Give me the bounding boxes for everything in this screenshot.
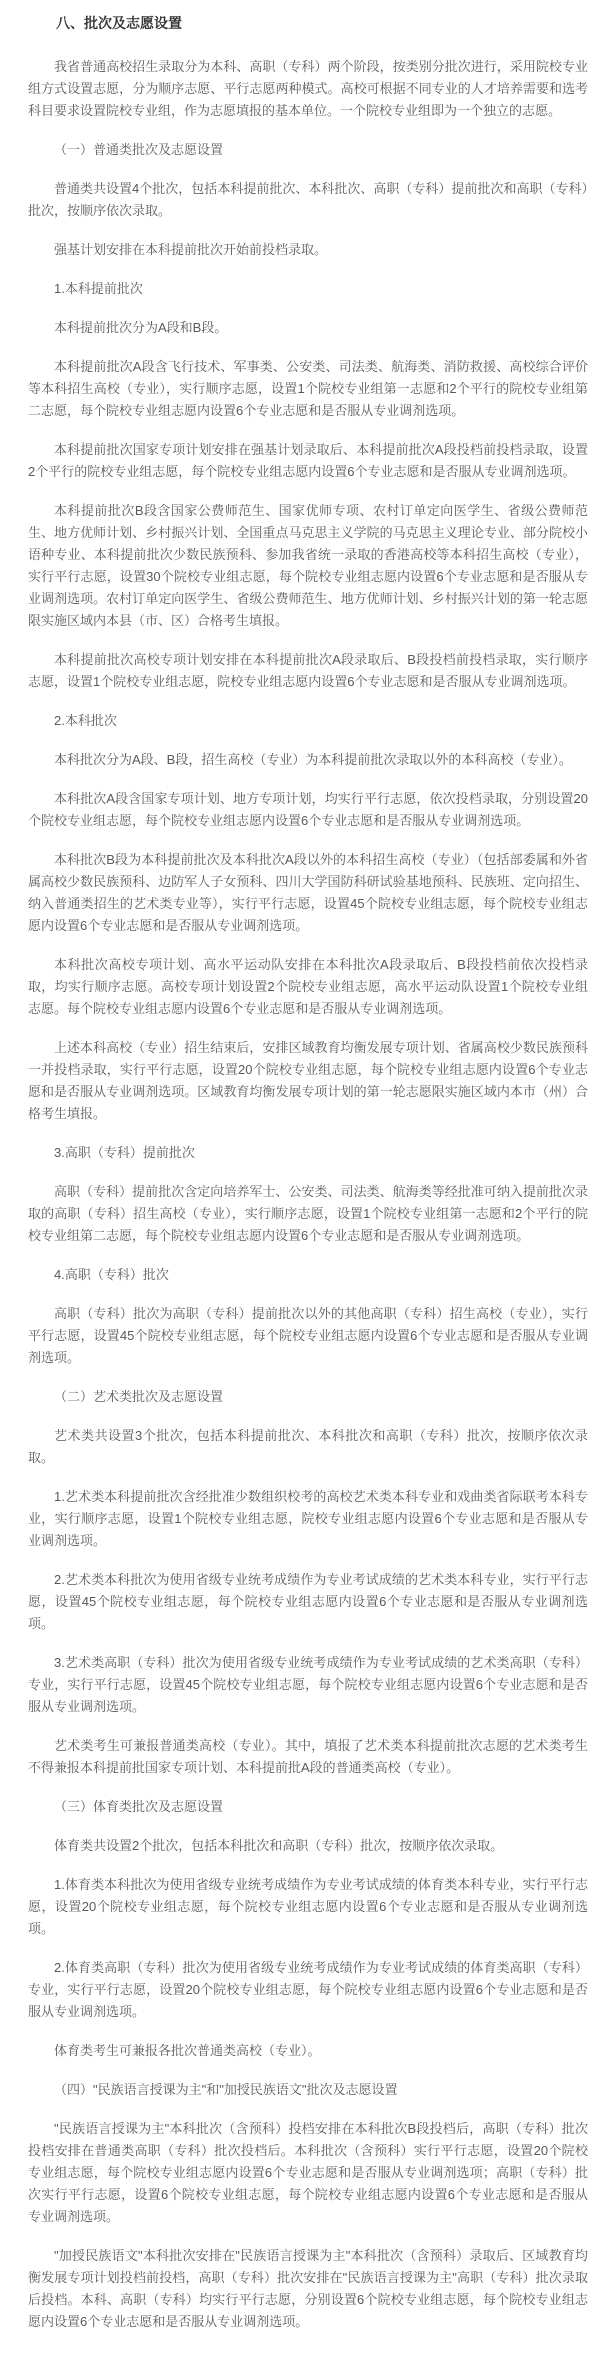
paragraph: 本科提前批次高校专项计划安排在本科提前批次A段录取后、B段投档前投档录取，实行顺序志愿，设置1个院校专业组志愿，院校专业组志愿内设置6个专业志愿和是否服从专业调剂选项。: [28, 652, 588, 689]
paragraph: 上述本科高校（专业）招生结束后，安排区域教育均衡发展专项计划、省属高校少数民族预科一并投档录取，实行平行志愿，设置20个院校专业组志愿，每个院校专业组志愿内设置6个专业志愿和是否服从专业调剂选项。区域教育均衡发展专项计划的第一轮志愿限实施区域内本市（州）合格考生填报。: [28, 1040, 588, 1121]
paragraph: 强基计划安排在本科提前批次开始前投档录取。: [54, 242, 328, 257]
paragraph: 1.体育类本科批次为使用省级专业统考成绩作为专业考试成绩的体育类本科专业，实行平行志愿，设置20个院校专业组志愿，每个院校专业组志愿内设置6个专业志愿和是否服从专业调剂选项。: [28, 1877, 588, 1936]
paragraph: "民族语言授课为主"本科批次（含预科）投档安排在本科批次B段投档后，高职（专科）批次投档安排在普通类高职（专科）批次投档后。本科批次（含预科）实行平行志愿，设置20个院校专业组志愿，每个院校专业组志愿内设置6个专业志愿和是否服从专业调剂选项；高职（专科）批次实行平行志愿，设置6个院校专业组志愿，每个院校专业组志愿内设置6个专业志愿和是否服从专业调剂选项。: [28, 2121, 588, 2224]
paragraph: 2.艺术类本科批次为使用省级专业统考成绩作为专业考试成绩的艺术类本科专业，实行平行志愿，设置45个院校专业组志愿，每个院校专业组志愿内设置6个专业志愿和是否服从专业调剂选项。: [28, 1572, 588, 1631]
paragraph: 艺术类考生可兼报普通类高校（专业）。其中，填报了艺术类本科提前批次志愿的艺术类考生不得兼报本科提前批国家专项计划、本科提前批A段的普通类高校（专业）。: [28, 1738, 588, 1775]
paragraph: 1.艺术类本科提前批次含经批准少数组织校考的高校艺术类本科专业和戏曲类省际联考本科专业，实行顺序志愿，设置1个院校专业组志愿，院校专业组志愿内设置6个专业志愿和是否服从专业调剂选项。: [28, 1489, 588, 1548]
paragraph: 本科提前批次B段含国家公费师范生、国家优师专项、农村订单定向医学生、省级公费师范生、地方优师计划、乡村振兴计划、全国重点马克思主义学院的马克思主义理论专业、部分院校小语种专业、本科提前批次少数民族预科、参加我省统一录取的香港高校等本科招生高校（专业），实行平行志愿，设置30个院校专业组志愿，每个院校专业组志愿内设置6个专业志愿和是否服从专业调剂选项。农村订单定向医学生、省级公费师范生、地方优师计划、乡村振兴计划的第一轮志愿限实施区域内本县（市、区）合格考生填报。: [28, 503, 588, 628]
section-heading: （四）"民族语言授课为主"和"加授民族语文"批次及志愿设置: [54, 2082, 398, 2097]
paragraph: 高职（专科）批次为高职（专科）提前批次以外的其他高职（专科）招生高校（专业），实行平行志愿，设置45个院校专业组志愿，每个院校专业组志愿内设置6个专业志愿和是否服从专业调剂选项。: [28, 1306, 588, 1365]
paragraph: 体育类共设置2个批次，包括本科批次和高职（专科）批次，按顺序依次录取。: [54, 1838, 504, 1853]
section-heading: （三）体育类批次及志愿设置: [54, 1799, 224, 1814]
paragraph: 本科提前批次A段含飞行技术、军事类、公安类、司法类、航海类、消防救援、高校综合评价等本科招生高校（专业），实行顺序志愿，设置1个院校专业组第一志愿和2个平行的院校专业组第二志愿，每个院校专业组志愿内设置6个专业志愿和是否服从专业调剂选项。: [28, 359, 588, 418]
paragraph: 2.本科批次: [54, 713, 117, 728]
paragraph: 普通类共设置4个批次，包括本科提前批次、本科批次、高职（专科）提前批次和高职（专科）批次，按顺序依次录取。: [28, 181, 588, 218]
paragraph: 本科提前批次分为A段和B段。: [54, 320, 228, 335]
paragraph: 体育类考生可兼报各批次普通类高校（专业）。: [54, 2043, 321, 2058]
paragraph: 本科批次高校专项计划、高水平运动队安排在本科批次A段录取后、B段投档前依次投档录取，均实行顺序志愿。高校专项计划设置2个院校专业组志愿，高水平运动队设置1个院校专业组志愿。每个院校专业组志愿内设置6个专业志愿和是否服从专业调剂选项。: [28, 957, 588, 1016]
paragraph: 艺术类共设置3个批次，包括本科提前批次、本科批次和高职（专科）批次，按顺序依次录取。: [28, 1428, 588, 1465]
paragraph: "加授民族语文"本科批次安排在"民族语言授课为主"本科批次（含预科）录取后、区域教育均衡发展专项计划投档前投档，高职（专科）批次安排在"民族语言授课为主"高职（专科）批次录取后投档。本科、高职（专科）均实行平行志愿，分别设置6个院校专业组志愿，每个院校专业组志愿内设置6个专业志愿和是否服从专业调剂选项。: [28, 2248, 588, 2329]
paragraph: 3.高职（专科）提前批次: [54, 1145, 195, 1160]
paragraph: 高职（专科）提前批次含定向培养军士、公安类、司法类、航海类等经批准可纳入提前批次录取的高职（专科）招生高校（专业），实行顺序志愿，设置1个院校专业组第一志愿和2个平行的院校专业组第二志愿，每个院校专业组志愿内设置6个专业志愿和是否服从专业调剂选项。: [28, 1184, 588, 1243]
paragraph: 4.高职（专科）批次: [54, 1267, 169, 1282]
paragraph: 3.艺术类高职（专科）批次为使用省级专业统考成绩作为专业考试成绩的艺术类高职（专科）专业，实行平行志愿，设置45个院校专业组志愿，每个院校专业组志愿内设置6个专业志愿和是否服从专业调剂选项。: [28, 1655, 588, 1714]
paragraph-list: [28, 56, 588, 2333]
page-title: 八、批次及志愿设置: [56, 15, 182, 31]
paragraph: 1.本科提前批次: [54, 281, 143, 296]
paragraph: 2.体育类高职（专科）批次为使用省级专业统考成绩作为专业考试成绩的体育类高职（专科）专业，实行平行志愿，设置20个院校专业组志愿，每个院校专业组志愿内设置6个专业志愿和是否服从专业调剂选项。: [28, 1960, 588, 2019]
paragraph: 本科提前批次国家专项计划安排在强基计划录取后、本科提前批次A段投档前投档录取，设置2个平行的院校专业组志愿，每个院校专业组志愿内设置6个专业志愿和是否服从专业调剂选项。: [28, 442, 588, 479]
paragraph: 本科批次A段含国家专项计划、地方专项计划，均实行平行志愿，依次投档录取，分别设置20个院校专业组志愿，每个院校专业组志愿内设置6个专业志愿和是否服从专业调剂选项。: [28, 791, 588, 828]
section-heading: （一）普通类批次及志愿设置: [54, 142, 224, 157]
paragraph: 我省普通高校招生录取分为本科、高职（专科）两个阶段，按类别分批次进行，采用院校专业组方式设置志愿，分为顺序志愿、平行志愿两种模式。高校可根据不同专业的人才培养需要和选考科目要求设置院校专业组，作为志愿填报的基本单位。一个院校专业组即为一个独立的志愿。: [28, 59, 588, 118]
section-heading: （二）艺术类批次及志愿设置: [54, 1389, 224, 1404]
paragraph: 本科批次B段为本科提前批次及本科批次A段以外的本科招生高校（专业）（包括部委属和外省属高校少数民族预科、边防军人子女预科、四川大学国防科研试验基地预科、民族班、定向招生、纳入普通类招生的艺术类专业等），实行平行志愿，设置45个院校专业组志愿，每个院校专业组志愿内设置6个专业志愿和是否服从专业调剂选项。: [28, 852, 588, 933]
paragraph: 本科批次分为A段、B段，招生高校（专业）为本科提前批次录取以外的本科高校（专业）。: [54, 752, 572, 767]
